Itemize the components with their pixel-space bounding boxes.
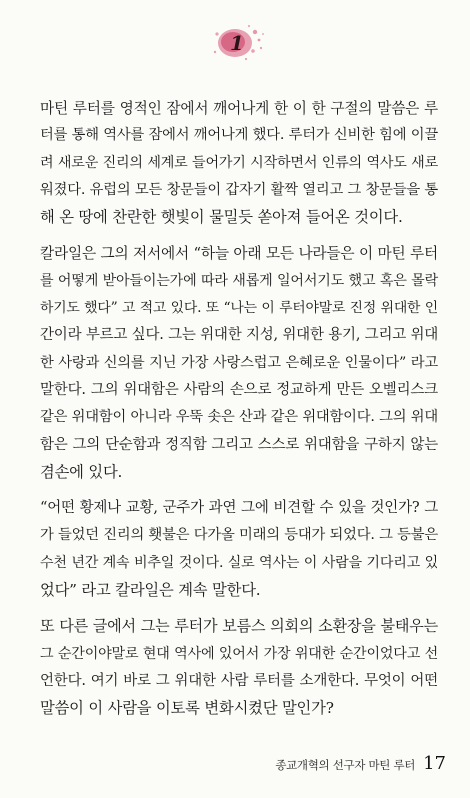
text-line: 를 어떻게 받아들이는가에 따라 새롭게 일어서기도 했고 혹은 몰락 [40,272,438,289]
running-title: 종교개혁의 선구자 마틴 루터 [275,758,416,772]
text-line: 언한다. 여기 바로 그 위대한 사람 루터를 소개한다. 무엇이 어떤 [40,672,438,689]
text-line: 었다” 라고 칼라일은 계속 말한다. [40,581,261,600]
text-line: 마틴 루터를 영적인 잠에서 깨어나게 한 이 한 구절의 말씀은 루 [40,100,438,117]
paragraph [40,240,438,486]
chapter-number-mark [205,18,269,68]
text-line: 말한다. 그의 위대함은 사람의 손으로 정교하게 만든 오벨리스크 [40,381,438,398]
text-line: 수천 년간 계속 비추일 것이다. 실로 역사는 이 사람을 기다리고 있 [40,554,438,571]
paragraph [40,495,438,604]
text-line: 같은 위대함이 아니라 우뚝 솟은 산과 같은 위대함이다. 그의 위대 [40,409,438,426]
text-line: 간이라 부르고 싶다. 그는 위대한 지성, 위대한 용기, 그리고 위대 [40,327,439,344]
text-line: 겸손에 있다. [40,462,123,481]
text-line: 또 다른 글에서 그는 루터가 보름스 의회의 소환장을 불태우는 [40,617,438,636]
page-number: 17 [423,753,446,774]
page-footer [275,753,446,783]
text-line: 워졌다. 유럽의 모든 창문들이 갑자기 활짝 열리고 그 창문들을 통 [40,181,438,198]
text-line: “어떤 황제나 교황, 군주가 과연 그에 비견할 수 있을 것인가? 그 [40,500,438,517]
body-text [40,95,438,732]
text-line: 말씀이 이 사람을 이토록 변화시켰단 말인가? [40,699,334,718]
text-line: 하기도 했다” 고 적고 있다. 또 “나는 이 루터야말로 진정 위대한 인 [40,300,438,317]
paragraph [40,95,438,231]
text-line: 한 사랑과 신의를 지닌 가장 사랑스럽고 은혜로운 인물이다” 라고 [40,354,438,371]
text-line: 가 들었던 진리의 횃불은 다가올 미래의 등대가 되었다. 그 등불은 [40,527,438,544]
text-line: 터를 통해 역사를 잠에서 깨어나게 했다. 루터가 신비한 힘에 이끌 [40,127,438,144]
text-line: 칼라일은 그의 저서에서 “하늘 아래 모든 나라들은 이 마틴 루터 [40,245,438,263]
text-line: 함은 그의 단순함과 정직함 그리고 스스로 위대함을 구하지 않는 [40,436,438,453]
text-line: 그 순간이야말로 현대 역사에 있어서 가장 위대한 순간이었다고 선 [40,645,438,662]
chapter-number: 1 [230,31,244,55]
text-line: 해 온 땅에 찬란한 햇빛이 물밀듯 쏟아져 들어온 것이다. [40,208,403,227]
paragraph [40,613,438,722]
text-line: 려 새로운 진리의 세계로 들어가기 시작하면서 인류의 역사도 새로 [40,154,438,171]
